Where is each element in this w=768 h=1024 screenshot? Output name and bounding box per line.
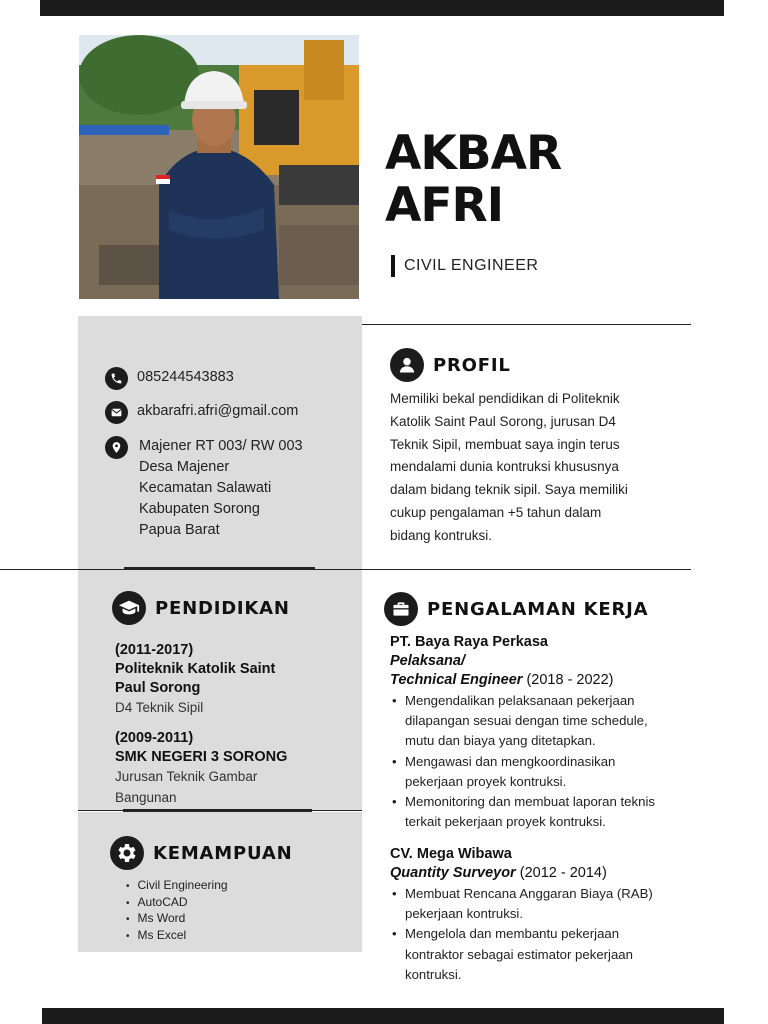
education-heading — [112, 591, 290, 625]
education-major: Jurusan Teknik Gambar — [115, 769, 258, 784]
education-years: (2009-2011) — [115, 730, 194, 746]
divider-line — [0, 569, 691, 570]
duty-line: • Mengelola dan membantu pekerjaan — [405, 926, 620, 942]
education-years: (2011-2017) — [115, 642, 194, 658]
duty-item — [390, 792, 700, 832]
duty-item — [390, 924, 700, 985]
job-duties — [390, 884, 700, 985]
divider-line — [362, 324, 691, 325]
duty-line: • Memonitoring dan membuat laporan teknis — [405, 794, 655, 810]
skill-item: • Ms Word — [126, 911, 228, 928]
duty-line: mutu dan biaya yang ditetapkan. — [405, 733, 596, 749]
position-title: Quantity Surveyor — [390, 865, 516, 881]
duty-line: dilapangan sesuai dengan time schedule, — [405, 713, 648, 729]
education-entry — [115, 641, 275, 717]
address-line: Kabupaten Sorong — [139, 501, 260, 517]
divider-accent — [123, 809, 312, 812]
first-name: AKBAR — [385, 126, 562, 181]
duty-line: • Mengawasi dan mengkoordinasikan — [405, 753, 616, 769]
job-duties — [390, 691, 700, 832]
job-entry — [390, 845, 700, 985]
duty-item — [390, 884, 700, 924]
profile-line: mendalami dunia kontruksi khususnya — [390, 459, 619, 475]
company-name: PT. Baya Raya Perkasa — [390, 634, 548, 650]
duty-line: • Mengendalikan pelaksanaan pekerjaan — [405, 693, 635, 708]
profile-summary — [390, 388, 690, 548]
job-position — [390, 652, 700, 671]
contact-email[interactable] — [105, 401, 298, 424]
skill-item: • AutoCAD — [126, 895, 228, 912]
duty-line: • Membuat Rencana Anggaran Biaya (RAB) — [405, 886, 653, 901]
profile-line: Teknik Sipil, membuat saya ingin terus — [390, 436, 620, 452]
position-title: Technical Engineer — [390, 672, 523, 688]
job-position — [390, 671, 700, 690]
role-accent-bar — [391, 255, 395, 277]
address-line: Papua Barat — [139, 522, 220, 538]
graduation-cap-icon — [112, 591, 146, 625]
job-period: (2012 - 2014) — [519, 865, 607, 881]
profile-line: dalam bidang teknik sipil. Saya memiliki — [390, 482, 628, 498]
duty-line: terkait pekerjaan proyek kontruksi. — [405, 814, 606, 830]
briefcase-icon — [384, 592, 418, 626]
duty-line: pekerjaan kontruksi. — [405, 906, 524, 922]
job-position — [390, 864, 700, 883]
address-line: Kecamatan Salawati — [139, 480, 272, 496]
email-icon — [105, 401, 128, 424]
profile-title: PROFIL — [433, 354, 511, 376]
duty-line: kontruksi. — [405, 966, 462, 982]
company-name: CV. Mega Wibawa — [390, 846, 512, 862]
profile-line: Memiliki bekal pendidikan di Politeknik — [390, 391, 620, 406]
email-address: akbarafri.afri@gmail.com — [137, 403, 299, 419]
address-line: Desa Majener — [139, 459, 230, 475]
job-period: (2018 - 2022) — [526, 672, 614, 688]
phone-number: 085244543883 — [137, 369, 234, 385]
duty-line: kontraktor sebagai estimator pekerjaan — [405, 946, 633, 962]
profile-heading — [390, 348, 511, 382]
profile-photo — [79, 35, 359, 299]
contact-phone[interactable] — [105, 367, 234, 390]
user-icon — [390, 348, 424, 382]
profile-line: cukup pengalaman +5 tahun dalam — [390, 504, 602, 520]
skill-item: • Ms Excel — [126, 928, 228, 945]
top-border-bar — [40, 0, 724, 16]
school-name: SMK NEGERI 3 SORONG — [115, 749, 288, 765]
education-major: Bangunan — [115, 790, 177, 805]
education-entry — [115, 729, 287, 807]
gear-icon — [110, 836, 144, 870]
school-name: Paul Sorong — [115, 680, 201, 696]
person-name — [385, 128, 561, 232]
duty-item — [390, 691, 700, 752]
skills-list — [126, 878, 228, 944]
skills-heading — [110, 836, 292, 870]
duty-item — [390, 752, 700, 792]
skill-item: • Civil Engineering — [126, 878, 228, 895]
bottom-border-bar — [42, 1008, 724, 1024]
experience-heading — [384, 592, 648, 626]
location-pin-icon — [105, 436, 128, 459]
school-name: Politeknik Katolik Saint — [115, 661, 276, 677]
last-name: AFRI — [385, 178, 504, 233]
duty-line: pekerjaan proyek kontruksi. — [405, 773, 567, 789]
job-entry — [390, 633, 700, 832]
divider-accent — [124, 567, 315, 570]
profile-line: Katolik Saint Paul Sorong, jurusan D4 — [390, 413, 616, 429]
position-title: Pelaksana/ — [390, 653, 465, 669]
role-label: CIVIL ENGINEER — [404, 257, 539, 274]
education-major: D4 Teknik Sipil — [115, 700, 204, 715]
address-block — [139, 436, 303, 541]
skills-title: KEMAMPUAN — [153, 842, 293, 864]
profile-line: bidang kontruksi. — [390, 527, 493, 543]
address-line: Majener RT 003/ RW 003 — [139, 438, 303, 454]
contact-address — [105, 436, 137, 459]
job-role — [391, 255, 538, 277]
phone-icon — [105, 367, 128, 390]
education-title: PENDIDIKAN — [155, 597, 290, 619]
experience-title: PENGALAMAN KERJA — [427, 598, 649, 620]
